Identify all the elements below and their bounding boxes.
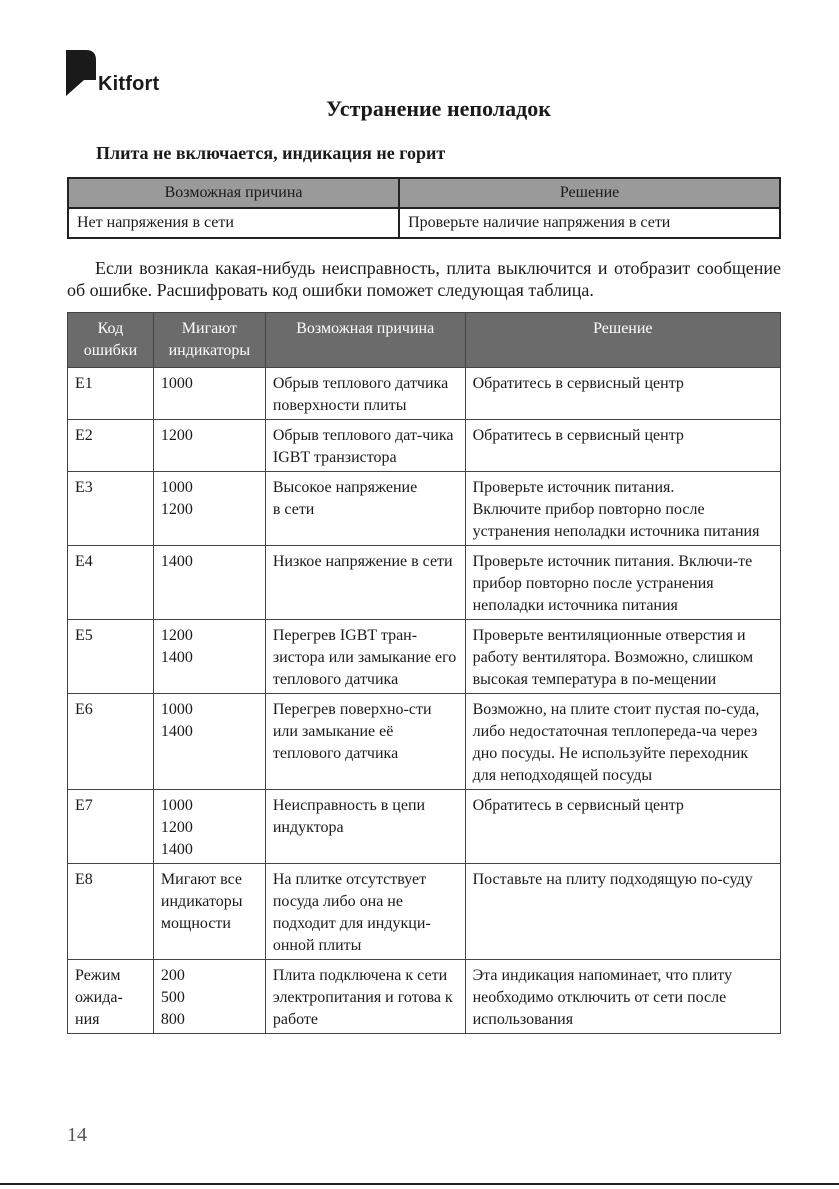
table-cell: 1000 1400 bbox=[153, 694, 265, 790]
table-cell: E6 bbox=[68, 694, 154, 790]
table-cell: 1400 bbox=[153, 546, 265, 620]
table-row bbox=[68, 620, 781, 694]
table-cell: Проверьте наличие напряжения в сети bbox=[399, 208, 780, 238]
column-header-indicators: Мигают индикаторы bbox=[153, 313, 265, 368]
brand-name: Kitfort bbox=[98, 73, 160, 95]
table-cell: E8 bbox=[68, 864, 154, 960]
page-title: Устранение неполадок bbox=[326, 96, 551, 121]
bottom-rule bbox=[0, 1183, 839, 1185]
error-codes-table bbox=[67, 312, 781, 1034]
table-cell: E5 bbox=[68, 620, 154, 694]
table-cell: Обратитесь в сервисный центр bbox=[465, 420, 780, 472]
table-row bbox=[68, 960, 781, 1034]
table-cell: E3 bbox=[68, 472, 154, 546]
table-cell: 1200 1400 bbox=[153, 620, 265, 694]
no-power-table bbox=[67, 177, 781, 239]
table-cell: Обратитесь в сервисный центр bbox=[465, 368, 780, 420]
table-cell: Проверьте вентиляционные отверстия и работу вентилятора. Возможно, слишком высокая температура в по-мещении bbox=[465, 620, 780, 694]
table-cell: На плитке отсутствует посуда либо она не подходит для индукци-онной плиты bbox=[265, 864, 465, 960]
table-cell: Перегрев поверхно-сти или замыкание её теплового датчика bbox=[265, 694, 465, 790]
table-row bbox=[68, 368, 781, 420]
table-row bbox=[68, 472, 781, 546]
table-cell: Режим ожида-ния bbox=[68, 960, 154, 1034]
table-row bbox=[68, 208, 780, 238]
table-cell: 1200 bbox=[153, 420, 265, 472]
table-cell: Перегрев IGBT тран-зистора или замыкание его теплового датчика bbox=[265, 620, 465, 694]
table-cell: Проверьте источник питания. Включи-те прибор повторно после устранения неполадки источника питания bbox=[465, 546, 780, 620]
intro-paragraph: Если возникла какая-нибудь неисправность, плита выключится и отобразит сообщение об ошибке. Расшифровать код ошибки поможет следующая таблица. bbox=[67, 258, 781, 300]
table-row bbox=[68, 790, 781, 864]
table-cell: Обрыв теплового дат-чика IGBT транзистора bbox=[265, 420, 465, 472]
table-cell: Возможно, на плите стоит пустая по-суда, либо недостаточная теплопереда-ча через дно посуды. Не используйте переходник для неподходящей посуды bbox=[465, 694, 780, 790]
table-cell: Плита подключена к сети электропитания и готова к работе bbox=[265, 960, 465, 1034]
table-cell: Неисправность в цепи индуктора bbox=[265, 790, 465, 864]
table-cell: 200 500 800 bbox=[153, 960, 265, 1034]
table-row bbox=[68, 420, 781, 472]
table-cell: Обрыв теплового датчика поверхности плиты bbox=[265, 368, 465, 420]
table-cell: 1000 bbox=[153, 368, 265, 420]
column-header-code: Код ошибки bbox=[68, 313, 154, 368]
brand-logo bbox=[66, 50, 159, 96]
table-cell: Поставьте на плиту подходящую по-суду bbox=[465, 864, 780, 960]
table-cell: E1 bbox=[68, 368, 154, 420]
kitfort-logo-icon bbox=[66, 50, 96, 96]
table-cell: 1000 1200 1400 bbox=[153, 790, 265, 864]
column-header: Возможная причина bbox=[68, 178, 399, 208]
table-cell: Нет напряжения в сети bbox=[68, 208, 399, 238]
section-heading: Плита не включается, индикация не горит bbox=[96, 143, 446, 163]
column-header-solution: Решение bbox=[465, 313, 780, 368]
table-cell: E4 bbox=[68, 546, 154, 620]
table-cell: Низкое напряжение в сети bbox=[265, 546, 465, 620]
column-header-cause: Возможная причина bbox=[265, 313, 465, 368]
table-cell: Высокое напряжение в сети bbox=[265, 472, 465, 546]
table-cell: Проверьте источник питания. Включите прибор повторно после устранения неполадки источника питания bbox=[465, 472, 780, 546]
table-header-row bbox=[68, 178, 780, 208]
column-header: Решение bbox=[399, 178, 780, 208]
table-cell: Мигают все индикаторы мощности bbox=[153, 864, 265, 960]
table-row bbox=[68, 694, 781, 790]
table-row bbox=[68, 864, 781, 960]
table-cell: 1000 1200 bbox=[153, 472, 265, 546]
table-cell: E2 bbox=[68, 420, 154, 472]
page-number: 14 bbox=[67, 1124, 87, 1146]
table-row bbox=[68, 546, 781, 620]
table-header-row bbox=[68, 313, 781, 368]
table-cell: Обратитесь в сервисный центр bbox=[465, 790, 780, 864]
table-cell: Эта индикация напоминает, что плиту необходимо отключить от сети после использования bbox=[465, 960, 780, 1034]
table-cell: E7 bbox=[68, 790, 154, 864]
